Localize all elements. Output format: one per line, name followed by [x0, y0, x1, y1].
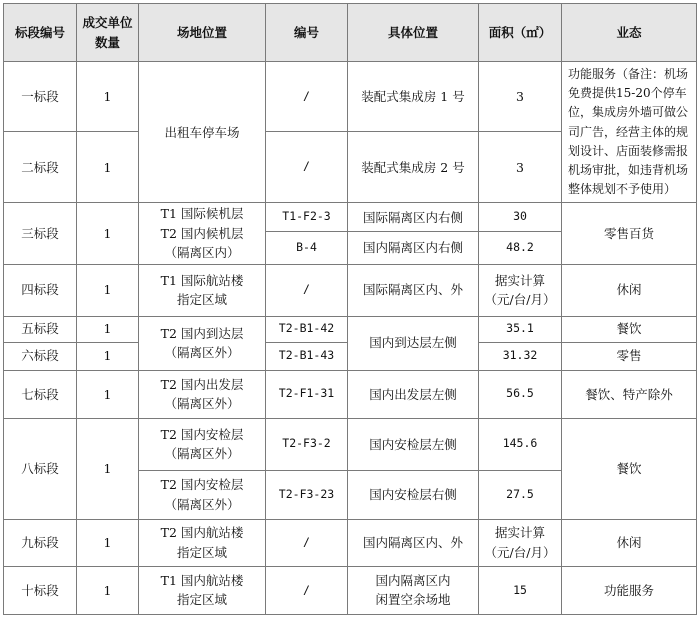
format-cell: 功能服务: [562, 566, 697, 614]
site-line: （隔离区外）: [164, 396, 240, 412]
segment-cell: 六标段: [4, 342, 77, 370]
table-row: [4, 62, 697, 132]
location-line: 国内隔离区内: [375, 573, 451, 589]
area-cell: 27.5: [479, 470, 562, 519]
count-cell: 1: [77, 62, 139, 132]
site-line: 指定区域: [176, 592, 227, 608]
table-row: [4, 370, 697, 418]
header-count: 成交单位数量: [77, 4, 139, 62]
area-line: 据实计算: [494, 272, 545, 288]
site-line: （隔离区外）: [164, 446, 240, 462]
count-cell: 1: [77, 418, 139, 519]
area-cell: 35.1: [479, 316, 562, 342]
location-cell: 装配式集成房 1 号: [348, 62, 479, 132]
format-note-cell: 功能服务（备注：机场免费提供15-20个停车位，集成房外墙可做公司广告，经营主体的规划设计、店面装修需报机场审批，如违背机场整体规划不予使用）: [562, 62, 697, 203]
segment-cell: 七标段: [4, 370, 77, 418]
code-cell: /: [266, 132, 348, 203]
format-cell: 餐饮: [562, 418, 697, 519]
area-cell: 56.5: [479, 370, 562, 418]
site-line: （隔离区内）: [164, 245, 240, 261]
area-line: （元/台/月）: [484, 544, 556, 560]
site-cell: [139, 566, 266, 614]
header-location: 具体位置: [348, 4, 479, 62]
area-cell: 145.6: [479, 418, 562, 470]
count-cell: 1: [77, 370, 139, 418]
count-cell: 1: [77, 264, 139, 316]
table-row: [4, 519, 697, 566]
code-cell: T2-F3-23: [266, 470, 348, 519]
location-line: 闲置空余场地: [375, 592, 451, 608]
site-line: T2 国内安检层: [160, 426, 244, 442]
location-cell: 国内隔离区内、外: [348, 519, 479, 566]
format-cell: 休闲: [562, 519, 697, 566]
count-cell: 1: [77, 132, 139, 203]
area-cell: 3: [479, 62, 562, 132]
code-cell: /: [266, 62, 348, 132]
site-cell: [139, 519, 266, 566]
site-cell: [139, 418, 266, 470]
count-cell: 1: [77, 566, 139, 614]
count-cell: 1: [77, 342, 139, 370]
segment-cell: 十标段: [4, 566, 77, 614]
segment-cell: 三标段: [4, 203, 77, 264]
count-cell: 1: [77, 203, 139, 264]
location-cell: 国内出发层左侧: [348, 370, 479, 418]
code-cell: T2-B1-43: [266, 342, 348, 370]
table-row: [4, 418, 697, 470]
code-cell: T1-F2-3: [266, 203, 348, 232]
site-line: T2 国内航站楼: [160, 525, 244, 541]
site-cell: [139, 370, 266, 418]
code-cell: /: [266, 264, 348, 316]
area-cell: [479, 264, 562, 316]
code-cell: /: [266, 519, 348, 566]
code-cell: T2-B1-42: [266, 316, 348, 342]
site-cell: [139, 316, 266, 370]
location-cell: 国内安检层左侧: [348, 418, 479, 470]
site-line: 指定区域: [176, 292, 227, 308]
area-line: （元/台/月）: [484, 292, 556, 308]
format-cell: 餐饮: [562, 316, 697, 342]
site-cell: 出租车停车场: [139, 62, 266, 203]
location-cell: 国内安检层右侧: [348, 470, 479, 519]
site-line: T2 国内安检层: [160, 477, 244, 493]
table-row: [4, 566, 697, 614]
location-cell: 国内到达层左侧: [348, 316, 479, 370]
code-cell: B-4: [266, 231, 348, 264]
area-cell: 48.2: [479, 231, 562, 264]
site-line: T2 国内到达层: [160, 325, 244, 341]
location-cell: [348, 566, 479, 614]
segment-cell: 一标段: [4, 62, 77, 132]
location-cell: 国际隔离区内、外: [348, 264, 479, 316]
segment-cell: 八标段: [4, 418, 77, 519]
site-line: 指定区域: [176, 544, 227, 560]
area-cell: 30: [479, 203, 562, 232]
header-code: 编号: [266, 4, 348, 62]
count-cell: 1: [77, 519, 139, 566]
header-area: 面积（㎡）: [479, 4, 562, 62]
table-row: [4, 316, 697, 342]
location-cell: 国内隔离区内右侧: [348, 231, 479, 264]
code-cell: T2-F1-31: [266, 370, 348, 418]
tender-segments-table: [3, 3, 697, 615]
code-cell: T2-F3-2: [266, 418, 348, 470]
site-line: T1 国际候机层: [160, 206, 244, 222]
format-cell: 餐饮、特产除外: [562, 370, 697, 418]
area-cell: 31.32: [479, 342, 562, 370]
header-row: [4, 4, 697, 62]
format-cell: 零售: [562, 342, 697, 370]
site-line: T2 国内候机层: [160, 225, 244, 241]
location-cell: 国际隔离区内右侧: [348, 203, 479, 232]
code-cell: /: [266, 566, 348, 614]
site-cell: [139, 203, 266, 264]
segment-cell: 五标段: [4, 316, 77, 342]
site-line: T1 国际航站楼: [160, 272, 244, 288]
header-site: 场地位置: [139, 4, 266, 62]
header-format: 业态: [562, 4, 697, 62]
count-cell: 1: [77, 316, 139, 342]
area-line: 据实计算: [494, 525, 545, 541]
header-segment: 标段编号: [4, 4, 77, 62]
table-row: [4, 264, 697, 316]
area-cell: 3: [479, 132, 562, 203]
site-line: （隔离区外）: [164, 496, 240, 512]
site-cell: [139, 470, 266, 519]
area-cell: [479, 519, 562, 566]
segment-cell: 九标段: [4, 519, 77, 566]
segment-cell: 四标段: [4, 264, 77, 316]
site-cell: [139, 264, 266, 316]
site-line: T2 国内出发层: [160, 376, 244, 392]
format-cell: 休闲: [562, 264, 697, 316]
area-cell: 15: [479, 566, 562, 614]
site-line: T1 国内航站楼: [160, 573, 244, 589]
location-cell: 装配式集成房 2 号: [348, 132, 479, 203]
format-cell: 零售百货: [562, 203, 697, 264]
table-row: [4, 203, 697, 232]
segment-cell: 二标段: [4, 132, 77, 203]
site-line: （隔离区外）: [164, 345, 240, 361]
